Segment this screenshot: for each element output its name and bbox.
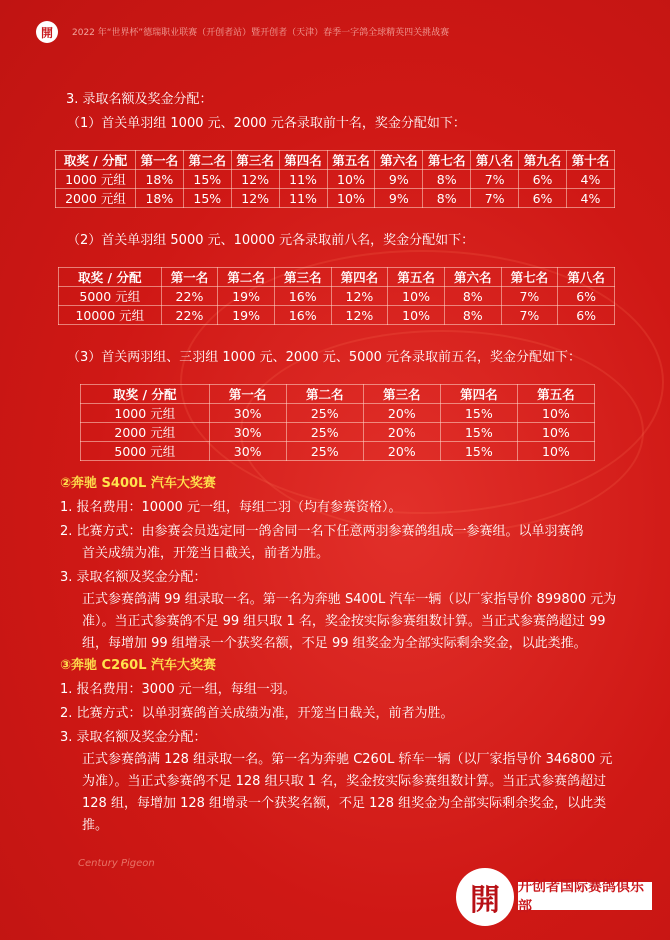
percent-cell: 10% xyxy=(388,306,445,325)
club-name: 开创者国际赛鸽俱乐部 xyxy=(518,882,652,910)
club-seal-icon: 開 xyxy=(456,868,514,926)
percent-cell: 18% xyxy=(135,189,183,208)
percent-cell: 7% xyxy=(501,287,558,306)
table-row xyxy=(56,189,615,208)
percent-cell: 15% xyxy=(440,423,517,442)
benz-s400-title: ②奔驰 S400L 汽车大奖赛 xyxy=(60,476,216,491)
percent-cell: 7% xyxy=(471,170,519,189)
percent-cell: 6% xyxy=(558,306,615,325)
page-header xyxy=(0,0,670,60)
percent-cell: 22% xyxy=(161,306,218,325)
header-cell: 第一名 xyxy=(209,385,286,404)
header-cell: 第八名 xyxy=(471,151,519,170)
percent-cell: 10% xyxy=(327,170,375,189)
percent-cell: 19% xyxy=(218,287,275,306)
percent-cell: 8% xyxy=(423,189,471,208)
header-cell: 第六名 xyxy=(444,268,501,287)
header-cell: 第三名 xyxy=(274,268,331,287)
percent-cell: 15% xyxy=(183,189,231,208)
percent-cell: 10% xyxy=(517,423,594,442)
percent-cell: 18% xyxy=(135,170,183,189)
percent-cell: 12% xyxy=(231,170,279,189)
header-cell: 第三名 xyxy=(363,385,440,404)
percent-cell: 15% xyxy=(440,404,517,423)
row-label-cell: 1000 元组 xyxy=(81,404,210,423)
percent-cell: 4% xyxy=(566,170,614,189)
percent-cell: 15% xyxy=(183,170,231,189)
header-cell: 第十名 xyxy=(566,151,614,170)
table1-caption: （1）首关单羽组 1000 元、2000 元各录取前十名，奖金分配如下： xyxy=(67,116,466,131)
row-label-cell: 1000 元组 xyxy=(56,170,136,189)
percent-cell: 25% xyxy=(286,423,363,442)
header-cell: 第八名 xyxy=(558,268,615,287)
percent-cell: 10% xyxy=(327,189,375,208)
row-label-cell: 2000 元组 xyxy=(56,189,136,208)
percent-cell: 12% xyxy=(331,287,388,306)
table-row xyxy=(59,287,615,306)
percent-cell: 15% xyxy=(440,442,517,461)
table-row xyxy=(81,442,595,461)
table-row xyxy=(81,404,595,423)
percent-cell: 30% xyxy=(209,442,286,461)
benz-s400-fee: 1. 报名费用：10000 元一组，每组二羽（均有参赛资格）。 xyxy=(60,500,402,515)
percent-cell: 10% xyxy=(517,404,594,423)
prize-table-1 xyxy=(55,150,615,208)
header-cell: 第二名 xyxy=(183,151,231,170)
table-row xyxy=(56,170,615,189)
percent-cell: 10% xyxy=(517,442,594,461)
header-cell: 第四名 xyxy=(440,385,517,404)
percent-cell: 7% xyxy=(501,306,558,325)
percent-cell: 25% xyxy=(286,442,363,461)
header-cell-label: 取奖 / 分配 xyxy=(59,268,162,287)
table-header-row xyxy=(59,268,615,287)
header-cell: 第三名 xyxy=(231,151,279,170)
percent-cell: 30% xyxy=(209,423,286,442)
header-cell-label: 取奖 / 分配 xyxy=(81,385,210,404)
percent-cell: 10% xyxy=(388,287,445,306)
table2-caption: （2）首关单羽组 5000 元、10000 元各录取前八名，奖金分配如下： xyxy=(67,233,475,248)
header-cell: 第五名 xyxy=(327,151,375,170)
percent-cell: 6% xyxy=(519,170,567,189)
benz-c260-method: 2. 比赛方式：以单羽赛鸽首关成绩为准，开笼当日截关，前者为胜。 xyxy=(60,706,454,721)
percent-cell: 4% xyxy=(566,189,614,208)
benz-c260-quota-title: 3. 录取名额及奖金分配： xyxy=(60,730,207,745)
benz-c260-quota-text: 正式参赛鸽满 128 组录取一名。第一名为奔驰 C260L 轿车一辆（以厂家指导价 346800 元为准）。当正式参赛鸽不足 128 组只取 1 名，奖金按实际参赛组数计算。当正式参赛鸽超过 128 组，每增加 128 组增录一个获奖名额，不足 128 组奖金为全部实际剩余奖金，以此类推。 xyxy=(82,752,613,833)
header-cell: 第五名 xyxy=(388,268,445,287)
section-3-title: 3. 录取名额及奖金分配： xyxy=(66,92,213,107)
percent-cell: 22% xyxy=(161,287,218,306)
main-content xyxy=(60,90,630,837)
prize-table-3 xyxy=(80,384,595,461)
row-label-cell: 10000 元组 xyxy=(59,306,162,325)
prize-table-2 xyxy=(58,267,615,325)
percent-cell: 30% xyxy=(209,404,286,423)
percent-cell: 9% xyxy=(375,170,423,189)
header-cell: 第九名 xyxy=(519,151,567,170)
header-cell: 第二名 xyxy=(218,268,275,287)
percent-cell: 9% xyxy=(375,189,423,208)
row-label-cell: 5000 元组 xyxy=(81,442,210,461)
percent-cell: 11% xyxy=(279,170,327,189)
percent-cell: 20% xyxy=(363,423,440,442)
percent-cell: 25% xyxy=(286,404,363,423)
club-brand xyxy=(456,868,656,930)
header-cell: 第二名 xyxy=(286,385,363,404)
table-row xyxy=(59,306,615,325)
header-title: 2022 年“世界杯”德瑞职业联赛（开创者站）暨开创者（天津）春季一字鸽全球精英四关挑战赛 xyxy=(72,28,450,38)
percent-cell: 8% xyxy=(444,306,501,325)
header-cell: 第五名 xyxy=(517,385,594,404)
benz-s400-quota-text: 正式参赛鸽满 99 组录取一名。第一名为奔驰 S400L 汽车一辆（以厂家指导价 899800 元为准）。当正式参赛鸽不足 99 组只取 1 名，奖金按实际参赛组数计算。当正式参赛鸽超过 99 组，每增加 99 组增录一个获奖名额，不足 99 组奖金为全部实际剩余奖金，以此类推。 xyxy=(82,592,617,651)
header-cell-label: 取奖 / 分配 xyxy=(56,151,136,170)
benz-s400-method-cont: 首关成绩为准，开笼当日截关，前者为胜。 xyxy=(82,546,330,561)
row-label-cell: 5000 元组 xyxy=(59,287,162,306)
table-header-row xyxy=(56,151,615,170)
row-label-cell: 2000 元组 xyxy=(81,423,210,442)
percent-cell: 16% xyxy=(274,287,331,306)
header-cell: 第四名 xyxy=(279,151,327,170)
club-logo-icon: 開 xyxy=(36,21,58,43)
percent-cell: 8% xyxy=(444,287,501,306)
watermark-text: Century Pigeon xyxy=(78,858,155,869)
percent-cell: 6% xyxy=(519,189,567,208)
table3-caption: （3）首关两羽组、三羽组 1000 元、2000 元、5000 元各录取前五名，奖金分配如下： xyxy=(67,350,582,365)
percent-cell: 20% xyxy=(363,442,440,461)
header-cell: 第六名 xyxy=(375,151,423,170)
percent-cell: 7% xyxy=(471,189,519,208)
benz-s400-quota-title: 3. 录取名额及奖金分配： xyxy=(60,570,207,585)
percent-cell: 16% xyxy=(274,306,331,325)
benz-s400-method: 2. 比赛方式：由参赛会员选定同一鸽舍同一名下任意两羽参赛鸽组成一参赛组。以单羽赛鸽 xyxy=(60,524,584,539)
header-cell: 第一名 xyxy=(135,151,183,170)
percent-cell: 11% xyxy=(279,189,327,208)
percent-cell: 6% xyxy=(558,287,615,306)
benz-c260-fee: 1. 报名费用：3000 元一组，每组一羽。 xyxy=(60,682,296,697)
header-cell: 第七名 xyxy=(501,268,558,287)
percent-cell: 19% xyxy=(218,306,275,325)
percent-cell: 8% xyxy=(423,170,471,189)
header-cell: 第四名 xyxy=(331,268,388,287)
percent-cell: 12% xyxy=(331,306,388,325)
header-cell: 第一名 xyxy=(161,268,218,287)
table-header-row xyxy=(81,385,595,404)
percent-cell: 12% xyxy=(231,189,279,208)
header-cell: 第七名 xyxy=(423,151,471,170)
benz-c260-title: ③奔驰 C260L 汽车大奖赛 xyxy=(60,658,217,673)
percent-cell: 20% xyxy=(363,404,440,423)
table-row xyxy=(81,423,595,442)
